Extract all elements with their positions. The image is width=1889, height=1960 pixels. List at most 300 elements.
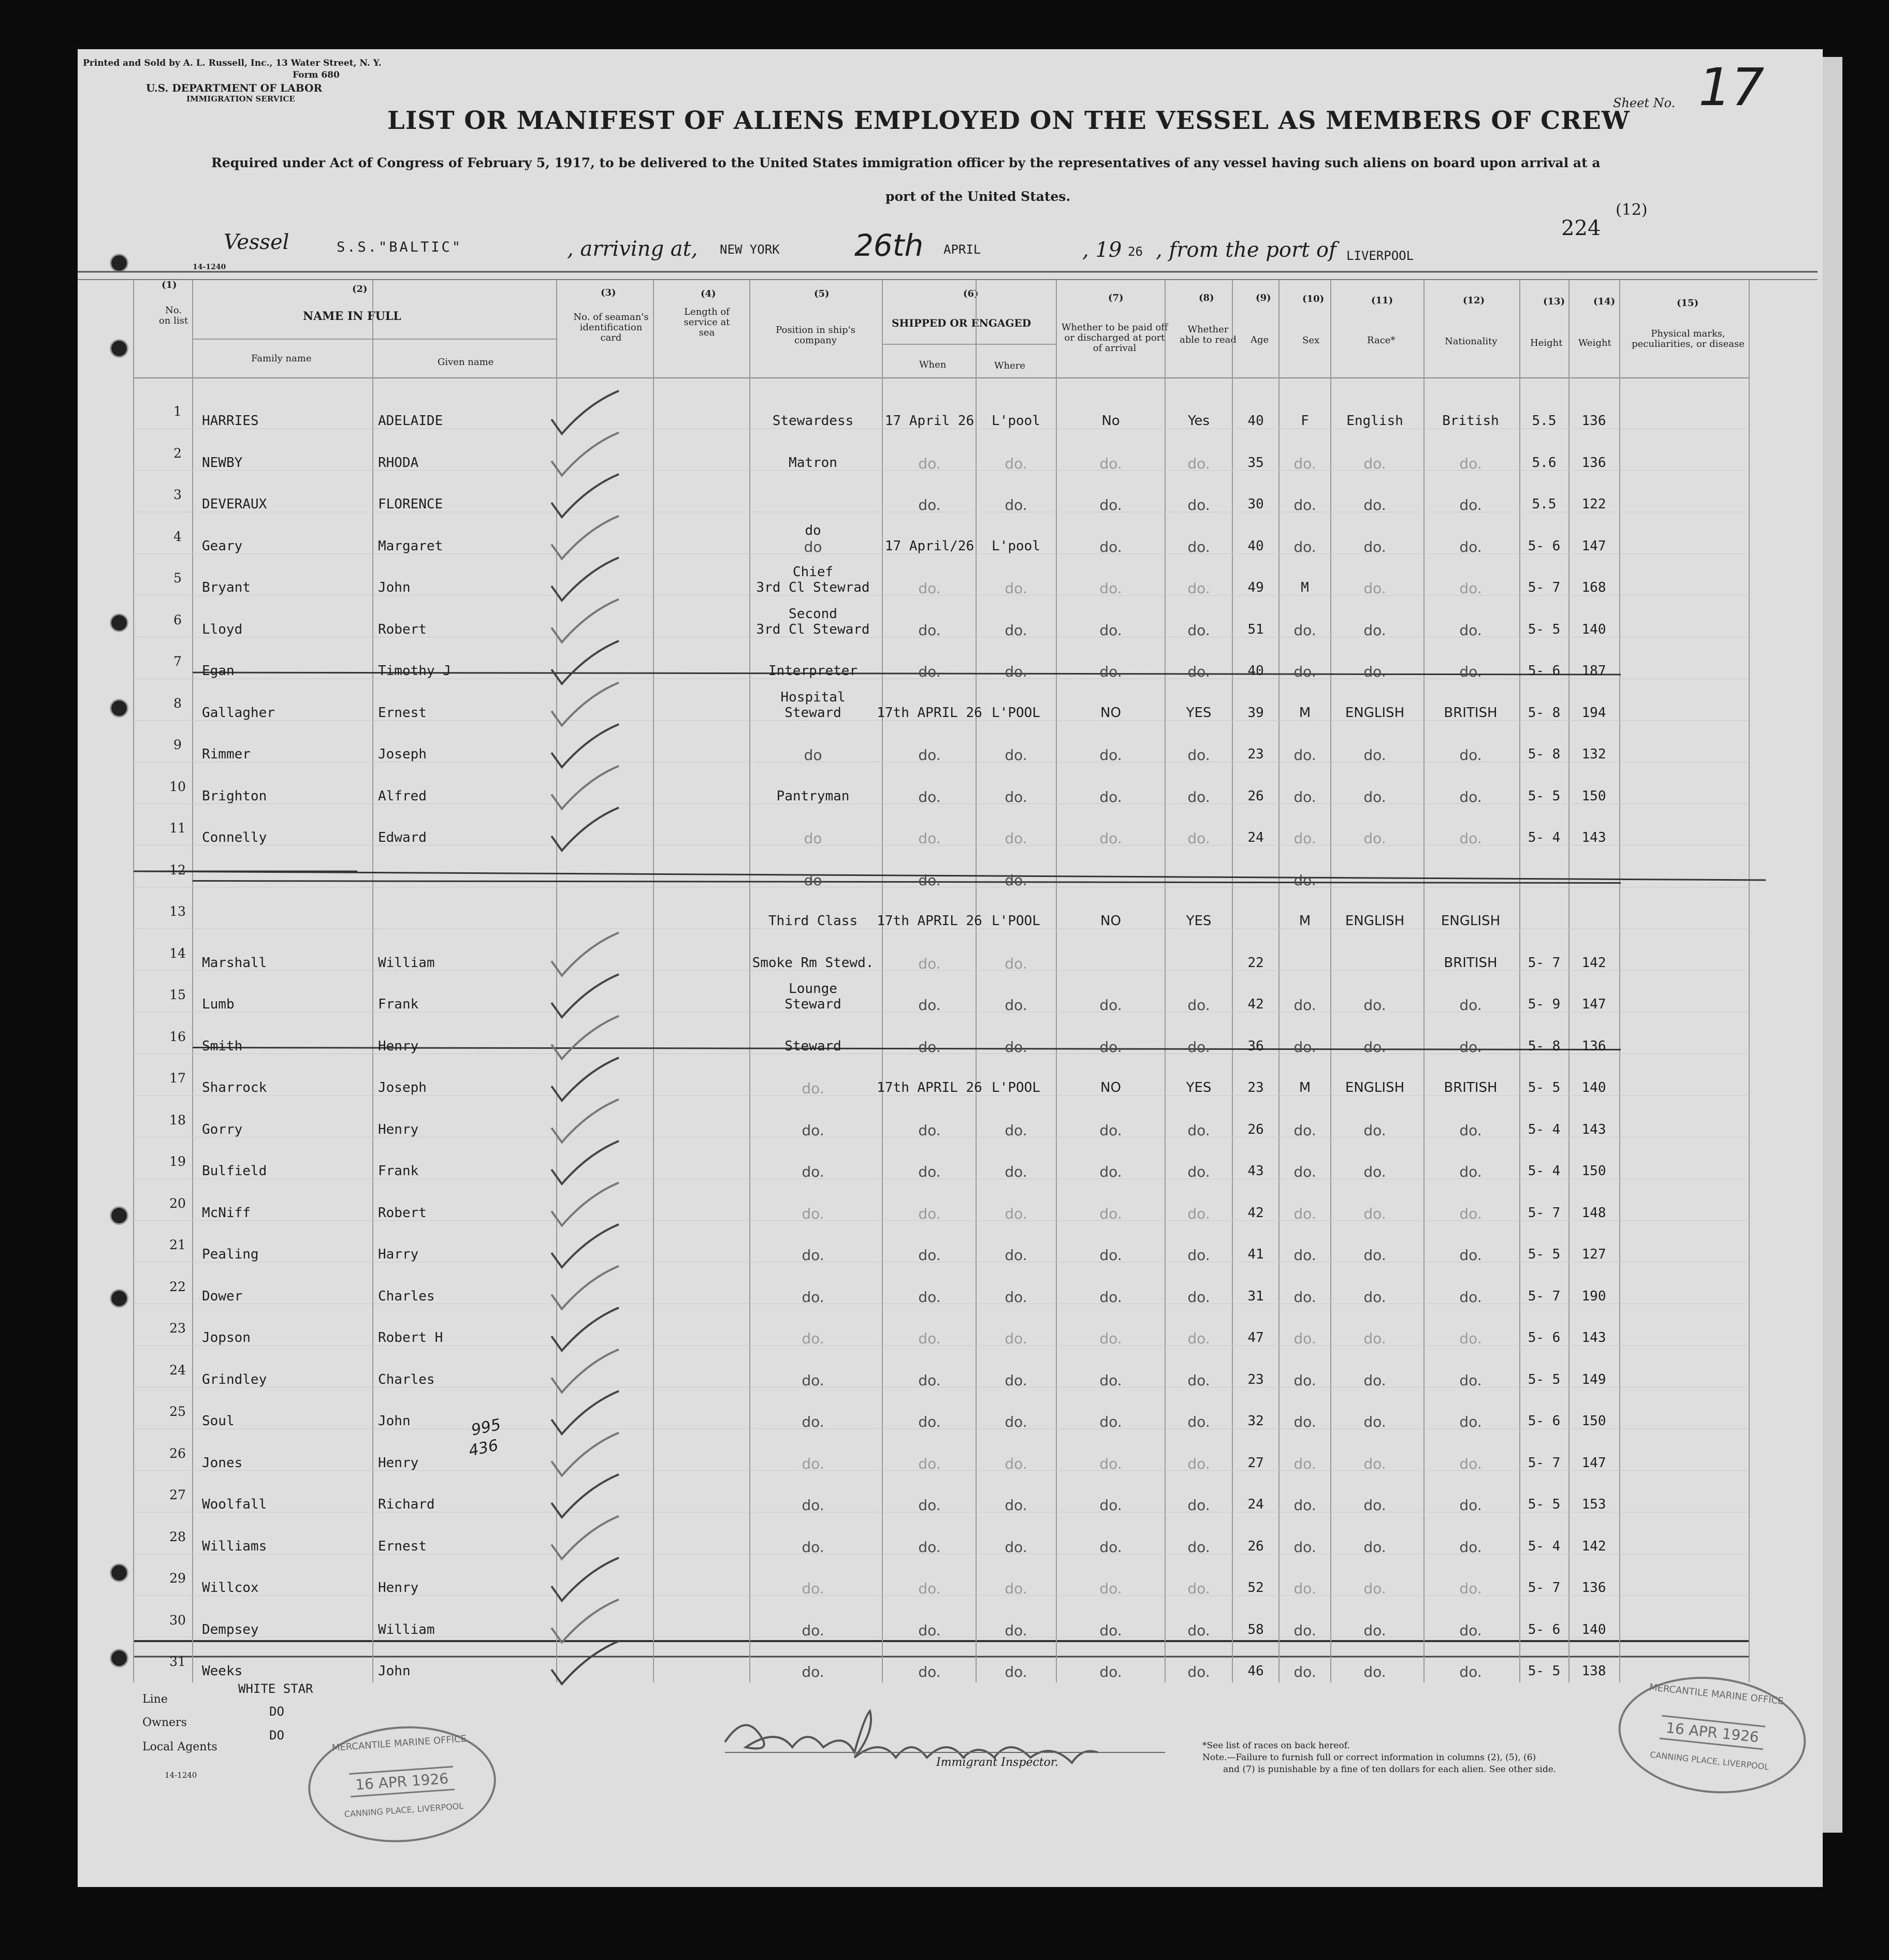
- cell-paid: do.: [1099, 1330, 1122, 1347]
- cell-nationality: do.: [1459, 1497, 1482, 1514]
- cell-race: do.: [1363, 1621, 1386, 1639]
- cell-paid: do.: [1099, 538, 1122, 555]
- cell-weight: 187: [1581, 663, 1606, 679]
- cell-where: L'pool: [992, 538, 1040, 554]
- cell-where: do.: [1005, 1413, 1027, 1430]
- cell-nationality: British: [1442, 413, 1499, 429]
- line-label: Line: [142, 1693, 168, 1706]
- cell-sex: M: [1299, 913, 1311, 929]
- cell-given: RHODA: [378, 455, 419, 471]
- row-number: 30: [169, 1612, 186, 1628]
- row-number: 16: [169, 1029, 186, 1044]
- row-number: 8: [173, 695, 182, 711]
- cell-family: Rimmer: [202, 747, 251, 762]
- cell-given: Timothy J: [378, 663, 451, 679]
- cell-age: 23: [1247, 1080, 1264, 1095]
- cell-age: 23: [1247, 747, 1264, 762]
- from-label: , from the port of: [1156, 238, 1336, 262]
- cell-age: 23: [1247, 1371, 1264, 1387]
- cell-when: do.: [918, 496, 941, 514]
- col5-label: Position in ship's company: [776, 325, 855, 346]
- row-number: 29: [169, 1571, 186, 1586]
- requirement-text: Required under Act of Congress of February 5, 1917, to be delivered to the United States immigration officer by the representatives of any vessel having such aliens on board upon arrival at a: [211, 155, 1601, 170]
- cell-weight: 150: [1581, 788, 1606, 804]
- year-suffix: 26: [1128, 244, 1143, 259]
- checkmark-icon: [551, 1183, 619, 1226]
- cell-where: do.: [1005, 1163, 1027, 1180]
- cell-position: do.: [802, 1455, 824, 1472]
- cell-given: John: [378, 1663, 411, 1679]
- cell-paid: do.: [1099, 663, 1122, 680]
- cell-age: 24: [1247, 830, 1264, 845]
- cell-where: do.: [1005, 1038, 1027, 1056]
- vessel-label: Vessel: [224, 230, 289, 254]
- cell-nationality: do.: [1459, 997, 1482, 1014]
- cell-where: do.: [1005, 1371, 1027, 1389]
- cell-position: do: [804, 538, 822, 555]
- cell-age: 22: [1247, 955, 1264, 971]
- col11-num: (11): [1371, 295, 1393, 306]
- checkmark-icon: [551, 1391, 619, 1434]
- cell-sex: do.: [1294, 621, 1316, 639]
- cell-sex: do.: [1294, 1621, 1316, 1639]
- cell-nationality: do.: [1459, 663, 1482, 680]
- cell-race: ENGLISH: [1345, 705, 1405, 721]
- cell-read: do.: [1187, 1121, 1210, 1139]
- cell-where: do.: [1005, 1497, 1027, 1514]
- cell-position: Smoke Rm Stewd.: [752, 955, 874, 971]
- cell-where: do.: [1005, 663, 1027, 680]
- col15-label: Physical marks, peculiarities, or disease: [1632, 328, 1745, 349]
- cell-race: do.: [1363, 455, 1386, 472]
- col6-label: SHIPPED OR ENGAGED: [892, 317, 1031, 329]
- cell-weight: 127: [1581, 1247, 1606, 1262]
- arriving-port: NEW YORK: [720, 242, 780, 257]
- cell-height: 5.6: [1532, 455, 1557, 471]
- cell-paid: do.: [1099, 1163, 1122, 1180]
- cell-when: do.: [918, 1371, 941, 1389]
- row-number: 11: [169, 821, 186, 836]
- cell-height: 5- 8: [1528, 705, 1561, 721]
- cell-given: Joseph: [378, 1080, 427, 1095]
- cell-paid: do.: [1099, 788, 1122, 806]
- owners-value: DO: [269, 1704, 284, 1719]
- cell-height: 5- 8: [1528, 1038, 1561, 1054]
- cell-nationality: do.: [1459, 1371, 1482, 1389]
- cell-read: do.: [1187, 1163, 1210, 1180]
- cell-read: do.: [1187, 1371, 1210, 1389]
- cell-nationality: do.: [1459, 1163, 1482, 1180]
- col2-family-label: Family name: [251, 353, 312, 364]
- cell-paid: do.: [1099, 496, 1122, 514]
- cell-weight: 143: [1581, 1121, 1606, 1137]
- col9-label: Age: [1251, 334, 1269, 345]
- col11-label: Race*: [1367, 335, 1396, 346]
- col14-num: (14): [1593, 296, 1616, 307]
- cell-race: do.: [1363, 747, 1386, 764]
- grid-line: [134, 871, 1766, 880]
- cell-age: 58: [1247, 1621, 1264, 1637]
- cell-paid: do.: [1099, 1205, 1122, 1222]
- cell-nationality: do.: [1459, 621, 1482, 639]
- cell-given: Henry: [378, 1580, 419, 1596]
- cell-nationality: do.: [1459, 1413, 1482, 1430]
- cell-race: do.: [1363, 1038, 1386, 1056]
- cell-sex: do.: [1294, 663, 1316, 680]
- cell-where: do.: [1005, 1455, 1027, 1472]
- cell-given: Charles: [378, 1288, 435, 1304]
- cell-family: Weeks: [202, 1663, 243, 1679]
- cell-read: do.: [1187, 1538, 1210, 1556]
- cell-family: Grindley: [202, 1371, 267, 1387]
- cell-race: do.: [1363, 997, 1386, 1014]
- cell-height: 5.5: [1532, 413, 1557, 429]
- cell-family: Gallagher: [202, 705, 275, 721]
- checkmark-icon: [551, 1433, 619, 1476]
- cell-position: Interpreter: [768, 663, 858, 679]
- cell-where: do.: [1005, 830, 1027, 847]
- col2-num: (2): [352, 284, 368, 295]
- cell-when: do.: [918, 1330, 941, 1347]
- col6-when-label: When: [919, 359, 947, 370]
- cell-when: do.: [918, 455, 941, 472]
- col10-label: Sex: [1302, 335, 1320, 346]
- cell-given: ADELAIDE: [378, 413, 443, 429]
- cell-position: Steward: [784, 1038, 841, 1054]
- cell-height: 5- 5: [1528, 1247, 1561, 1262]
- mercantile-marine-stamp: MERCANTILE MARINE OFFICE 16 APR 1926 CANNING PLACE, LIVERPOOL: [1612, 1668, 1811, 1803]
- note-races: *See list of races on back hereof.: [1202, 1740, 1350, 1751]
- cell-paid: do.: [1099, 1121, 1122, 1139]
- cell-paid: do.: [1099, 1413, 1122, 1430]
- cell-height: 5- 5: [1528, 788, 1561, 804]
- cell-weight: 140: [1581, 621, 1606, 637]
- inspector-label: Immigrant Inspector.: [936, 1756, 1058, 1769]
- cell-given: Robert: [378, 621, 427, 637]
- line-value: WHITE STAR: [238, 1681, 313, 1696]
- inspector-signature: [725, 1711, 1098, 1763]
- cell-paid: do.: [1099, 1538, 1122, 1556]
- cell-sex: do.: [1294, 1330, 1316, 1347]
- checkmark-icon: [551, 641, 619, 684]
- cell-when: 17 April 26: [884, 413, 975, 429]
- cell-paid: do.: [1099, 747, 1122, 764]
- cell-height: 5- 7: [1528, 1455, 1561, 1471]
- cell-age: 51: [1247, 621, 1264, 637]
- checkmark-icon: [551, 1474, 619, 1517]
- cell-race: do.: [1363, 830, 1386, 847]
- cell-position: do: [804, 830, 822, 847]
- cell-race: do.: [1363, 788, 1386, 806]
- cell-weight: 150: [1581, 1413, 1606, 1429]
- cell-given: Robert: [378, 1205, 427, 1221]
- cell-paid: do.: [1099, 1497, 1122, 1514]
- cell-weight: 132: [1581, 747, 1606, 762]
- cell-weight: 194: [1581, 705, 1606, 721]
- position-above: Chief: [792, 564, 834, 580]
- checkmark-icon: [551, 1058, 619, 1101]
- cell-given: Henry: [378, 1121, 419, 1137]
- cell-given: Harry: [378, 1247, 419, 1262]
- cell-when: do.: [918, 871, 941, 889]
- cell-position: do.: [802, 1121, 824, 1139]
- cell-given: John: [378, 580, 411, 595]
- cell-sex: do.: [1294, 1205, 1316, 1222]
- checkmark-icon: [551, 683, 619, 726]
- page-number: 224: [1561, 216, 1601, 240]
- cell-read: do.: [1187, 1455, 1210, 1472]
- cell-weight: 136: [1581, 455, 1606, 471]
- col3-num: (3): [601, 287, 616, 298]
- cell-given: Alfred: [378, 788, 427, 804]
- form-number: Form 680: [293, 70, 340, 80]
- cell-when: 17th APRIL 26: [877, 913, 982, 929]
- note-line-2: and (7) is punishable by a fine of ten dollars for each alien. See other side.: [1223, 1764, 1557, 1775]
- cell-weight: 136: [1581, 413, 1606, 429]
- row-number: 23: [169, 1321, 186, 1336]
- cell-where: do.: [1005, 1330, 1027, 1347]
- cell-family: Dempsey: [202, 1621, 259, 1637]
- cell-height: 5- 6: [1528, 1621, 1561, 1637]
- cell-where: do.: [1005, 1538, 1027, 1556]
- cell-nationality: do.: [1459, 1621, 1482, 1639]
- cell-paid: do.: [1099, 621, 1122, 639]
- cell-sex: do.: [1294, 1580, 1316, 1597]
- arriving-label: , arriving at,: [567, 237, 698, 261]
- margin-annotation: 995: [469, 1415, 503, 1440]
- row-number: 21: [169, 1237, 186, 1252]
- cell-when: do.: [918, 1413, 941, 1430]
- row-number: 7: [173, 654, 182, 669]
- cell-paid: do.: [1099, 1455, 1122, 1472]
- cell-family: Lumb: [202, 997, 235, 1012]
- checkmark-icon: [551, 1141, 619, 1184]
- cell-nationality: do.: [1459, 1455, 1482, 1472]
- row-number: 28: [169, 1529, 186, 1544]
- cell-read: do.: [1187, 1580, 1210, 1597]
- cell-family: Bryant: [202, 580, 251, 595]
- cell-race: do.: [1363, 538, 1386, 555]
- owners-label: Owners: [142, 1716, 187, 1729]
- cell-where: L'POOL: [992, 913, 1040, 929]
- cell-nationality: do.: [1459, 580, 1482, 597]
- cell-race: do.: [1363, 1163, 1386, 1180]
- note-line-1: Note.—Failure to furnish full or correct information in columns (2), (5), (6): [1202, 1752, 1536, 1763]
- cell-where: do.: [1005, 1663, 1027, 1680]
- cell-given: Robert H: [378, 1330, 443, 1345]
- cell-read: YES: [1186, 913, 1212, 929]
- cell-given: John: [378, 1413, 411, 1429]
- cell-family: Sharrock: [202, 1080, 267, 1095]
- cell-sex: do.: [1294, 455, 1316, 472]
- cell-sex: do.: [1294, 496, 1316, 514]
- checkmark-icon: [551, 1266, 619, 1309]
- cell-sex: do.: [1294, 830, 1316, 847]
- checkmark-icon: [551, 1600, 619, 1643]
- checkmark-icon: [551, 558, 619, 601]
- row-number: 14: [169, 945, 186, 961]
- cell-when: do.: [918, 1205, 941, 1222]
- cell-when: do.: [918, 580, 941, 597]
- position-above: Lounge: [789, 981, 837, 997]
- cell-family: Jopson: [202, 1330, 251, 1345]
- cell-when: do.: [918, 663, 941, 680]
- cell-weight: 190: [1581, 1288, 1606, 1304]
- position-above: Second: [789, 606, 837, 622]
- cell-read: do.: [1187, 830, 1210, 847]
- cell-given: Frank: [378, 1163, 419, 1179]
- col14-label: Weight: [1578, 338, 1611, 348]
- cell-read: do.: [1187, 1330, 1210, 1347]
- cell-sex: do.: [1294, 997, 1316, 1014]
- cell-height: 5- 7: [1528, 1288, 1561, 1304]
- cell-family: Williams: [202, 1538, 267, 1554]
- arrival-day: 26th: [854, 228, 924, 263]
- cell-weight: 168: [1581, 580, 1606, 595]
- cell-position: do.: [802, 1621, 824, 1639]
- cell-read: YES: [1186, 705, 1212, 721]
- row-number: 18: [169, 1112, 186, 1128]
- cell-weight: 147: [1581, 1455, 1606, 1471]
- cell-paid: do.: [1099, 997, 1122, 1014]
- cell-weight: 142: [1581, 955, 1606, 971]
- cell-paid: do.: [1099, 1038, 1122, 1056]
- cell-family: Marshall: [202, 955, 267, 971]
- cell-paid: do.: [1099, 580, 1122, 597]
- row-number: 5: [173, 571, 182, 586]
- row-number: 9: [173, 737, 182, 752]
- cell-read: do.: [1187, 538, 1210, 555]
- cell-family: NEWBY: [202, 455, 243, 471]
- cell-weight: 150: [1581, 1163, 1606, 1179]
- cell-height: 5- 9: [1528, 997, 1561, 1012]
- cell-nationality: do.: [1459, 1330, 1482, 1347]
- agents-label: Local Agents: [142, 1740, 217, 1753]
- cell-race: do.: [1363, 1497, 1386, 1514]
- cell-age: 36: [1247, 1038, 1264, 1054]
- cell-given: Margaret: [378, 538, 443, 554]
- cell-paid: do.: [1099, 1663, 1122, 1680]
- cell-position: do.: [802, 1663, 824, 1680]
- cell-position: Pantryman: [776, 788, 850, 804]
- cell-where: do.: [1005, 621, 1027, 639]
- cell-weight: 138: [1581, 1663, 1606, 1679]
- cell-nationality: do.: [1459, 1663, 1482, 1680]
- cell-sex: do.: [1294, 538, 1316, 555]
- cell-race: ENGLISH: [1345, 1080, 1405, 1095]
- cell-read: do.: [1187, 1663, 1210, 1680]
- cell-family: Connelly: [202, 830, 267, 845]
- cell-height: 5- 7: [1528, 1580, 1561, 1596]
- cell-family: Brighton: [202, 788, 267, 804]
- checkmark-icon: [551, 516, 619, 559]
- mercantile-marine-stamp: MERCANTILE MARINE OFFICE 16 APR 1926 CANNING PLACE, LIVERPOOL: [304, 1720, 500, 1849]
- checkmark-icon: [551, 974, 619, 1017]
- cell-family: Egan: [202, 663, 235, 679]
- cell-weight: 143: [1581, 1330, 1606, 1345]
- row-number: 13: [169, 904, 186, 919]
- cell-nationality: do.: [1459, 496, 1482, 514]
- cell-paid: NO: [1100, 913, 1121, 929]
- sheet-label: Sheet No.: [1613, 96, 1676, 110]
- row-number: 25: [169, 1404, 186, 1419]
- cell-read: do.: [1187, 1247, 1210, 1264]
- cell-given: Ernest: [378, 705, 427, 721]
- row-number: 27: [169, 1487, 186, 1502]
- cell-height: 5- 4: [1528, 830, 1561, 845]
- cell-weight: 136: [1581, 1580, 1606, 1596]
- cell-height: 5- 6: [1528, 1413, 1561, 1429]
- cell-age: 42: [1247, 997, 1264, 1012]
- cell-position: do.: [802, 1163, 824, 1180]
- cell-nationality: BRITISH: [1444, 1080, 1498, 1095]
- arrival-month: APRIL: [943, 242, 981, 257]
- department-label: U.S. DEPARTMENT OF LABOR: [146, 82, 323, 94]
- cell-race: do.: [1363, 663, 1386, 680]
- cell-race: English: [1346, 413, 1403, 429]
- cell-sex: M: [1299, 1080, 1311, 1095]
- col12-label: Nationality: [1445, 336, 1498, 347]
- cell-family: HARRIES: [202, 413, 259, 429]
- cell-sex: do.: [1294, 788, 1316, 806]
- cell-paid: do.: [1099, 1288, 1122, 1306]
- cell-when: 17 April/26: [884, 538, 975, 554]
- cell-given: Charles: [378, 1371, 435, 1387]
- cell-when: do.: [918, 830, 941, 847]
- cell-when: do.: [918, 997, 941, 1014]
- row-number: 22: [169, 1279, 186, 1294]
- cell-family: Dower: [202, 1288, 243, 1304]
- cell-sex: do.: [1294, 1038, 1316, 1056]
- cell-family: Geary: [202, 538, 243, 554]
- cell-position: 3rd Cl Steward: [756, 621, 870, 637]
- cell-position: Steward: [784, 997, 841, 1012]
- col6-where-label: Where: [994, 360, 1026, 371]
- cell-nationality: do.: [1459, 538, 1482, 555]
- col4-label: Length of service at sea: [684, 306, 730, 338]
- cell-age: 24: [1247, 1497, 1264, 1512]
- cell-position: do.: [802, 1538, 824, 1556]
- cell-when: 17th APRIL 26: [877, 1080, 982, 1095]
- cell-where: do.: [1005, 496, 1027, 514]
- sheet-number: 17: [1698, 57, 1765, 118]
- cell-race: do.: [1363, 1371, 1386, 1389]
- cell-position: do.: [802, 1413, 824, 1430]
- cell-when: do.: [918, 1038, 941, 1056]
- col9-num: (9): [1256, 292, 1271, 303]
- cell-read: do.: [1187, 580, 1210, 597]
- cell-nationality: do.: [1459, 830, 1482, 847]
- checkmark-icon: [551, 1558, 619, 1601]
- cell-sex: do.: [1294, 1247, 1316, 1264]
- cell-sex: M: [1299, 705, 1311, 721]
- cell-when: do.: [918, 955, 941, 972]
- col13-label: Height: [1530, 338, 1563, 348]
- cell-age: 40: [1247, 663, 1264, 679]
- cell-race: do.: [1363, 496, 1386, 514]
- checkmark-icon: [551, 391, 619, 434]
- cell-family: Bulfield: [202, 1163, 267, 1179]
- cell-nationality: do.: [1459, 1580, 1482, 1597]
- cell-sex: M: [1301, 580, 1309, 595]
- checkmark-icon: [551, 933, 619, 976]
- cell-where: L'POOL: [992, 1080, 1040, 1095]
- cell-when: do.: [918, 1497, 941, 1514]
- cell-family: Willcox: [202, 1580, 259, 1596]
- row-number: 24: [169, 1362, 186, 1378]
- cell-where: do.: [1005, 580, 1027, 597]
- cell-when: do.: [918, 1580, 941, 1597]
